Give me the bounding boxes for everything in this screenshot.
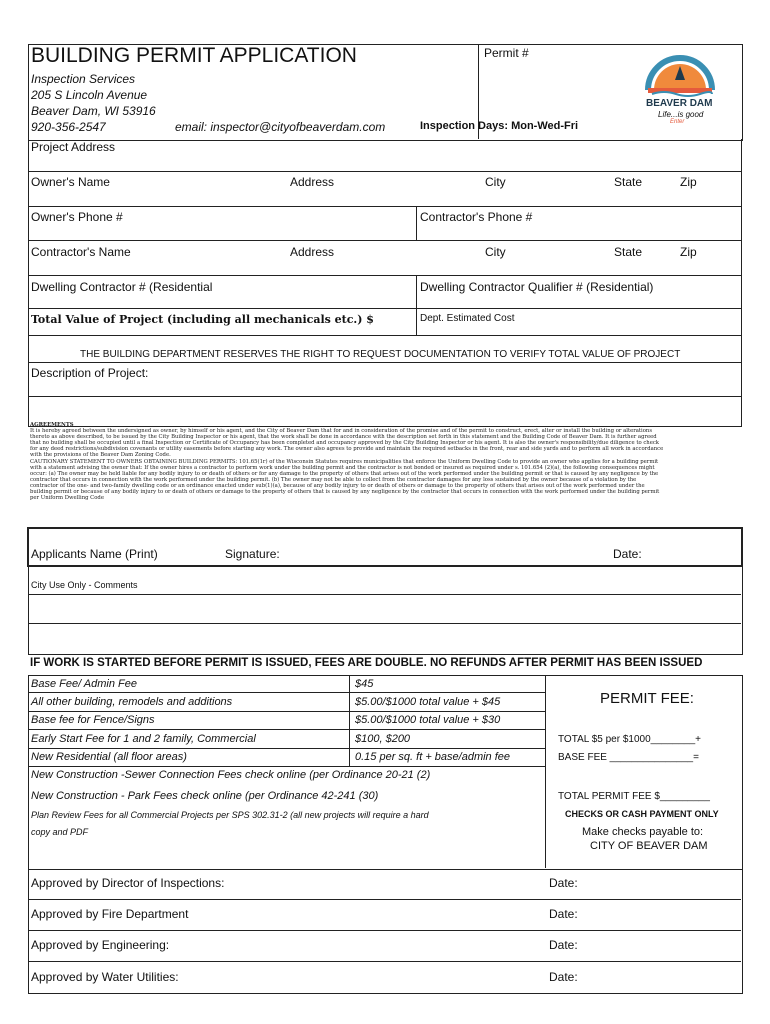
inspection-days: Inspection Days: Mon-Wed-Fri (420, 120, 579, 132)
description-label: Description of Project: (31, 366, 149, 380)
payable-to-line-2: CITY OF BEAVER DAM (590, 840, 708, 852)
park-fee-note: New Construction - Park Fees check online (per Ordinance 42-241 (30) (31, 790, 379, 802)
contractor-city-label: City (485, 245, 506, 259)
owner-city-label: City (485, 175, 506, 189)
permit-number-label: Permit # (484, 46, 529, 60)
agreement-line: building permit or because of any bodily injury to or death of others or damage to the property of others that is caused by any negligence by the contractor that occurs in connection with the work performed under the building permit (30, 489, 660, 496)
dwelling-qualifier-label: Dwelling Contractor Qualifier # (Residential) (420, 280, 654, 294)
signature-date-label: Date: (613, 547, 642, 561)
plan-review-note-cont: copy and PDF (31, 827, 89, 837)
agreement-block (30, 422, 740, 514)
signature-label: Signature: (225, 547, 280, 561)
agreement-line: thereto as above described, to be issued by the City Building Inspector or his agent, that the work shall be done in accordance with the description set forth in this statement and the Building Code of Beaver Dam. It is further agreed (30, 434, 657, 441)
applicant-name-label: Applicants Name (Print) (31, 547, 158, 561)
fee-row-value: $5.00/$1000 total value + $30 (355, 714, 501, 726)
address-line-1: Inspection Services (31, 72, 136, 86)
agreement-line: for any deed restrictions/subdivision covenants or utility easements before starting any work. The owner also agrees to provide and maintain the required setbacks in the front, rear and side yards and to perform all work in accordance (30, 446, 664, 453)
owner-state-label: State (614, 175, 643, 189)
beaver-dam-logo (640, 50, 720, 130)
city-use-label: City Use Only - Comments (31, 580, 138, 590)
approval-engineering-label: Approved by Engineering: (31, 938, 170, 952)
fee-row-label: Base fee for Fence/Signs (31, 714, 155, 726)
fee-row-value: $5.00/$1000 total value + $45 (355, 696, 501, 708)
agreement-line: contractor that occurs in connection with the work performed under the building permit. (b) The owner may not be able to collect from the contractor damages for any loss sustained by the owner because of a violation by the (30, 476, 637, 483)
permit-fee-title: PERMIT FEE: (600, 690, 694, 707)
contractor-name-label: Contractor's Name (31, 245, 131, 259)
agreement-heading: AGREEMENTS (30, 422, 74, 428)
owner-name-field[interactable] (120, 190, 280, 204)
payable-to-line-1: Make checks payable to: (582, 826, 704, 838)
logo-name: BEAVER DAM (646, 98, 713, 109)
fee-row-value: $100, $200 (355, 733, 411, 745)
city-use-box (28, 565, 743, 655)
agreement-line: per Uniform Dwelling Code (30, 495, 104, 502)
total-value-label: Total Value of Project (including all mechanicals etc.) $ (31, 313, 374, 326)
permit-number-field[interactable] (540, 44, 600, 64)
approval-engineering-date: Date: (549, 938, 578, 952)
owner-zip-label: Zip (680, 175, 697, 189)
payment-method-note: CHECKS OR CASH PAYMENT ONLY (565, 809, 719, 819)
page-title: BUILDING PERMIT APPLICATION (31, 44, 357, 67)
agreement-line: CAUTIONARY STATEMENT TO OWNERS OBTAINING BUILDING PERMITS: 101.65(1r) of the Wisconsin Statutes requires municipalities that enforce the Uniform Dwelling Code to provide an owner who applies for a building permit (30, 458, 659, 465)
plan-review-note: Plan Review Fees for all Commercial Projects per SPS 302.31-2 (all new projects will require a hard (31, 810, 429, 820)
project-address-label: Project Address (31, 140, 116, 154)
logo-tagline-sub: Enter (670, 119, 685, 125)
fee-row-value: $45 (355, 678, 374, 690)
total-permit-fee-line: TOTAL PERMIT FEE $_________ (558, 791, 710, 802)
fee-row-label: Base Fee/ Admin Fee (31, 678, 137, 690)
approval-water-label: Approved by Water Utilities: (31, 970, 179, 984)
approval-fire-label: Approved by Fire Department (31, 907, 189, 921)
address-line-3: Beaver Dam, WI 53916 (31, 104, 156, 118)
logo-tagline: Life...is good (658, 110, 704, 119)
agreement-line: occur: (a) The owner may be held liable for any bodily injury to or death of others or for any damage to the property of others that arises out of the work performed under the building permit or that is caused by any negligence by the (30, 470, 659, 477)
approval-director-label: Approved by Director of Inspections: (31, 876, 225, 890)
contractor-address-label: Address (290, 245, 335, 259)
agreement-line: that no building shall be occupied until a final Inspection or Certificate of Occupancy has been completed and occupancy approved by the City Building Inspector or his agent. It is also the owner's responsibility/due diligence to check (30, 440, 660, 447)
agreement-line: with the provisions of the Beaver Dam Zoning Code. (30, 452, 171, 459)
description-field[interactable] (30, 380, 738, 425)
fee-row-label: All other building, remodels and additions (31, 696, 233, 708)
contractor-zip-label: Zip (680, 245, 697, 259)
signature-field[interactable] (290, 540, 590, 560)
total-calc-line: TOTAL $5 per $1000________+ (558, 734, 701, 745)
sewer-fee-note: New Construction -Sewer Connection Fees check online (per Ordinance 20-21 (2) (31, 769, 431, 781)
contractor-phone-label: Contractor's Phone # (420, 210, 533, 224)
owner-name-label: Owner's Name (31, 175, 110, 189)
address-line-4: 920-356-2547 (31, 120, 106, 134)
approval-fire-date: Date: (549, 907, 578, 921)
reserve-notice: THE BUILDING DEPARTMENT RESERVES THE RIGHT TO REQUEST DOCUMENTATION TO VERIFY TOTAL VALUE OF PROJECT (80, 349, 681, 360)
base-fee-line: BASE FEE _______________= (558, 752, 699, 763)
address-line-2: 205 S Lincoln Avenue (31, 88, 148, 102)
project-address-field[interactable] (130, 139, 730, 171)
agreement-line: It is hereby agreed between the undersigned as owner, by himself or his agent, and the City of Beaver Dam that for and in consideration of the promise and of the permit to construct, erect, alter or install the building or alterations (30, 428, 653, 435)
fees-warning: IF WORK IS STARTED BEFORE PERMIT IS ISSUED, FEES ARE DOUBLE. NO REFUNDS AFTER PERMIT HAS BEEN ISSUED (30, 657, 703, 669)
approval-water-date: Date: (549, 970, 578, 984)
fee-row-label: New Residential (all floor areas) (31, 751, 187, 763)
agreement-line: with a statement advising the owner that: If the owner hires a contractor to perform work under the building permit and the contractor is not bonded or insured as required under s. 101.654 (2)(a), the following consequences might (30, 464, 655, 471)
contractor-state-label: State (614, 245, 643, 259)
owner-address-label: Address (290, 175, 335, 189)
approval-director-date: Date: (549, 876, 578, 890)
fee-row-label: Early Start Fee for 1 and 2 family, Commercial (31, 733, 256, 745)
email-text: email: inspector@cityofbeaverdam.com (175, 120, 386, 134)
owner-phone-label: Owner's Phone # (31, 210, 123, 224)
dwelling-contractor-label: Dwelling Contractor # (Residential (31, 280, 213, 294)
fee-row-value: 0.15 per sq. ft + base/admin fee (355, 751, 511, 763)
dept-estimated-label: Dept. Estimated Cost (420, 313, 515, 324)
agreement-line: contractor of the one- and two-family dwelling code or an ordinance enacted under sub(1)(a), because of any bodily injury to or death of others or damage to the property of others that arises out of the work performed under the (30, 482, 645, 489)
